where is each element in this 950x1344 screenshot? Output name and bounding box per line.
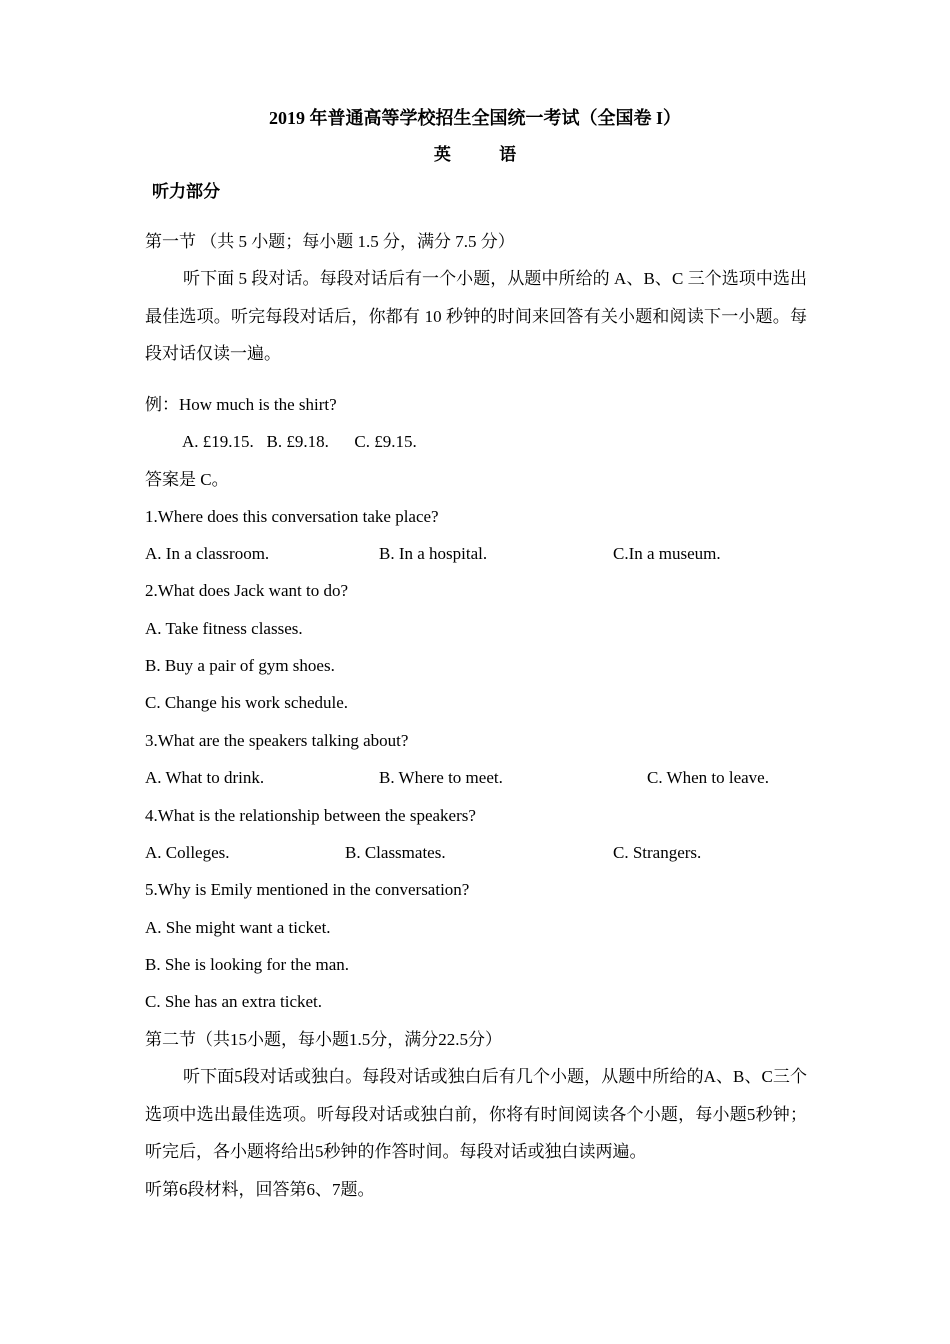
section1-heading: 第一节 （共 5 小题；每小题 1.5 分，满分 7.5 分） bbox=[145, 232, 515, 251]
q5-option-c: C. She has an extra ticket. bbox=[145, 992, 323, 1011]
section2-next: 听第6段材料，回答第6、7题。 bbox=[145, 1180, 375, 1199]
q3-option-a: A. What to drink. bbox=[145, 768, 265, 787]
q2-option-a: A. Take fitness classes. bbox=[145, 619, 303, 638]
q1-option-b: B. In a hospital. bbox=[379, 544, 488, 563]
section1-instructions: 听下面 5 段对话。每段对话后有一个小题，从题中所给的 A、B、C 三个选项中选出最佳选项。听完每段对话后，你都有 10 秒钟的时间来回答有关小题和阅读下一小题。每段对话仅读一遍。 bbox=[145, 269, 807, 363]
q4-option-c: C. Strangers. bbox=[613, 843, 702, 862]
q3-option-c: C. When to leave. bbox=[647, 768, 769, 787]
example-question: 例：How much is the shirt? bbox=[145, 395, 337, 414]
q2-option-c: C. Change his work schedule. bbox=[145, 693, 349, 712]
example-options: A. £19.15. B. £9.18. C. £9.15. bbox=[182, 432, 417, 451]
q5-option-a: A. She might want a ticket. bbox=[145, 918, 331, 937]
q1-option-a: A. In a classroom. bbox=[145, 544, 270, 563]
question-1: 1.Where does this conversation take place? bbox=[145, 507, 439, 526]
subject-title: 英 语 bbox=[433, 145, 539, 164]
section2-heading: 第二节（共15小题，每小题1.5分，满分22.5分） bbox=[145, 1030, 502, 1049]
part-heading: 听力部分 bbox=[152, 182, 220, 202]
example-answer: 答案是 C。 bbox=[145, 470, 229, 489]
q5-option-b: B. She is looking for the man. bbox=[145, 955, 349, 974]
q1-option-c: C.In a museum. bbox=[613, 544, 721, 563]
question-5: 5.Why is Emily mentioned in the conversation? bbox=[145, 880, 470, 899]
question-2: 2.What does Jack want to do? bbox=[145, 581, 348, 600]
question-4: 4.What is the relationship between the speakers? bbox=[145, 806, 476, 825]
section2-instructions: 听下面5段对话或独白。每段对话或独白后有几个小题，从题中所给的A、B、C三个选项中选出最佳选项。听每段对话或独白前，你将有时间阅读各个小题，每小题5秒钟；听完后，各小题将给出5秒钟的作答时间。每段对话或独白读两遍。 bbox=[145, 1067, 807, 1161]
q4-option-a: A. Colleges. bbox=[145, 843, 230, 862]
q4-option-b: B. Classmates. bbox=[345, 843, 446, 862]
question-3: 3.What are the speakers talking about? bbox=[145, 731, 409, 750]
q2-option-b: B. Buy a pair of gym shoes. bbox=[145, 656, 335, 675]
exam-title: 2019 年普通高等学校招生全国统一考试（全国卷 I） bbox=[268, 108, 681, 128]
q3-option-b: B. Where to meet. bbox=[379, 768, 503, 787]
